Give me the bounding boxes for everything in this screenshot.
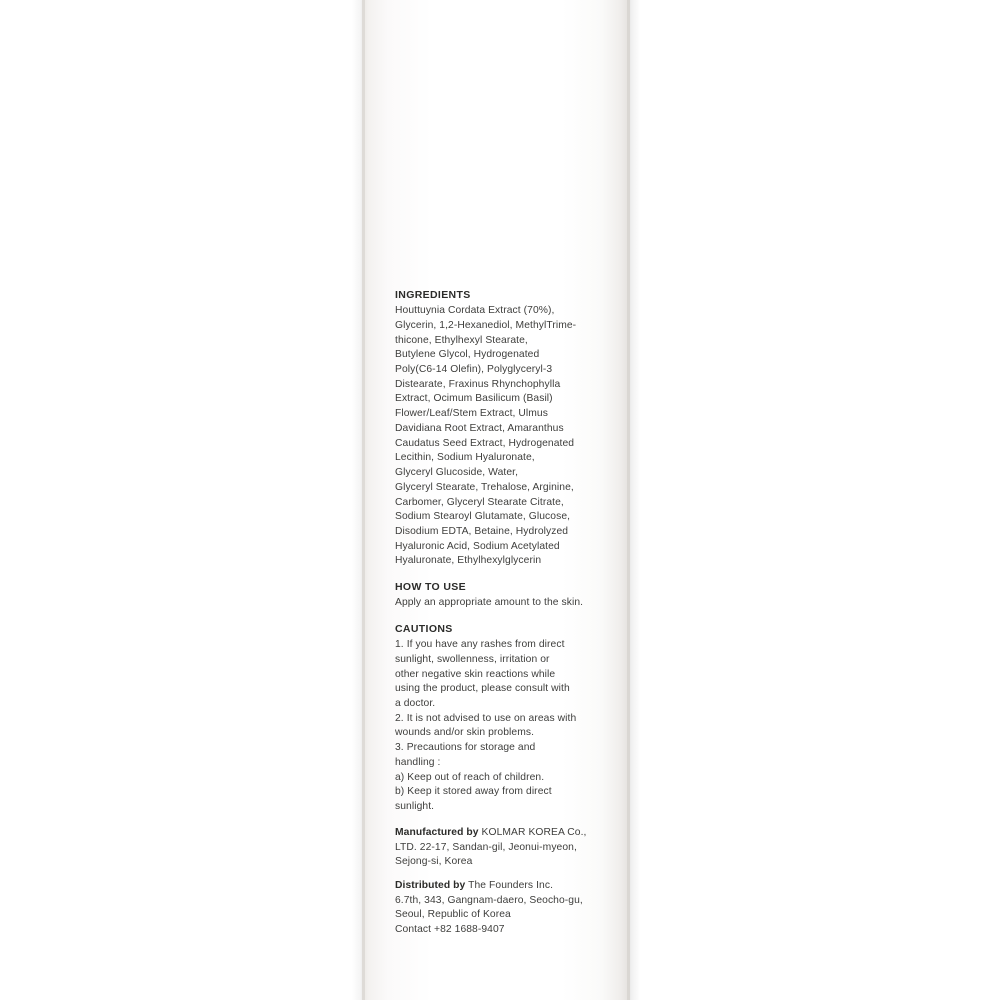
section-cautions (395, 622, 613, 815)
ingredients-heading: INGREDIENTS (395, 289, 471, 301)
section-ingredients (395, 288, 613, 569)
label-text-block (395, 288, 613, 947)
distributor-line: Seoul, Republic of Korea (395, 909, 511, 921)
cautions-line: 2. It is not advised to use on areas with (395, 712, 577, 724)
cautions-line: sunlight. (395, 801, 435, 813)
contact-line: Contact +82 1688-9407 (395, 924, 505, 936)
ingredients-line: Distearate, Fraxinus Rhynchophylla (395, 378, 561, 390)
ingredients-line: Flower/Leaf/Stem Extract, Ulmus (395, 408, 548, 420)
distributed-by-value: The Founders Inc. (465, 879, 554, 891)
cautions-line: b) Keep it stored away from direct (395, 786, 552, 798)
ingredients-line: Caudatus Seed Extract, Hydrogenated (395, 437, 575, 449)
manufacturer-block (395, 826, 613, 870)
cautions-heading: CAUTIONS (395, 623, 453, 635)
carton-right-shadow (630, 0, 640, 1000)
distributor-block (395, 879, 613, 938)
ingredients-line: Glyceryl Glucoside, Water, (395, 467, 519, 479)
ingredients-line: Hyaluronate, Ethylhexylglycerin (395, 555, 542, 567)
distributor-line: 6.7th, 343, Gangnam-daero, Seocho-gu, (395, 894, 583, 906)
ingredients-line: thicone, Ethylhexyl Stearate, (395, 334, 528, 346)
cautions-line: a doctor. (395, 698, 436, 710)
ingredients-line: Lecithin, Sodium Hyaluronate, (395, 452, 535, 464)
product-carton (362, 0, 630, 1000)
how-to-use-body (395, 596, 613, 611)
carton-left-shadow (352, 0, 362, 1000)
ingredients-line: Davidiana Root Extract, Amaranthus (395, 422, 564, 434)
cautions-line: other negative skin reactions while (395, 668, 556, 680)
cautions-line: 3. Precautions for storage and (395, 742, 536, 754)
cautions-line: a) Keep out of reach of children. (395, 771, 545, 783)
ingredients-line: Poly(C6-14 Olefin), Polyglyceryl-3 (395, 364, 553, 376)
manufacturer-line: LTD. 22-17, Sandan-gil, Jeonui-myeon, (395, 841, 577, 853)
manufacturer-line: Sejong-si, Korea (395, 856, 473, 868)
cautions-line: using the product, please consult with (395, 683, 570, 695)
ingredients-line: Extract, Ocimum Basilicum (Basil) (395, 393, 553, 405)
cautions-line: wounds and/or skin problems. (395, 727, 535, 739)
manufactured-by-label: Manufactured by (395, 826, 479, 838)
carton-left-edge (362, 0, 365, 1000)
ingredients-line: Glycerin, 1,2-Hexanediol, MethylTrime- (395, 319, 577, 331)
ingredients-line: Glyceryl Stearate, Trehalose, Arginine, (395, 481, 574, 493)
distributed-by-label: Distributed by (395, 879, 466, 891)
cautions-line: sunlight, swollenness, irritation or (395, 653, 550, 665)
ingredients-line: Butylene Glycol, Hydrogenated (395, 349, 540, 361)
ingredients-body (395, 304, 613, 569)
ingredients-line: Houttuynia Cordata Extract (70%), (395, 305, 555, 317)
ingredients-line: Sodium Stearoyl Glutamate, Glucose, (395, 511, 571, 523)
cautions-body (395, 638, 613, 815)
how-to-use-line: Apply an appropriate amount to the skin. (395, 597, 584, 609)
ingredients-line: Carbomer, Glyceryl Stearate Citrate, (395, 496, 564, 508)
manufactured-by-value: KOLMAR KOREA Co., (478, 826, 587, 838)
cautions-line: 1. If you have any rashes from direct (395, 639, 565, 651)
cautions-line: handling : (395, 756, 441, 768)
ingredients-line: Hyaluronic Acid, Sodium Acetylated (395, 540, 560, 552)
how-to-use-heading: HOW TO USE (395, 581, 466, 594)
section-how-to-use (395, 580, 613, 611)
ingredients-line: Disodium EDTA, Betaine, Hydrolyzed (395, 525, 569, 537)
